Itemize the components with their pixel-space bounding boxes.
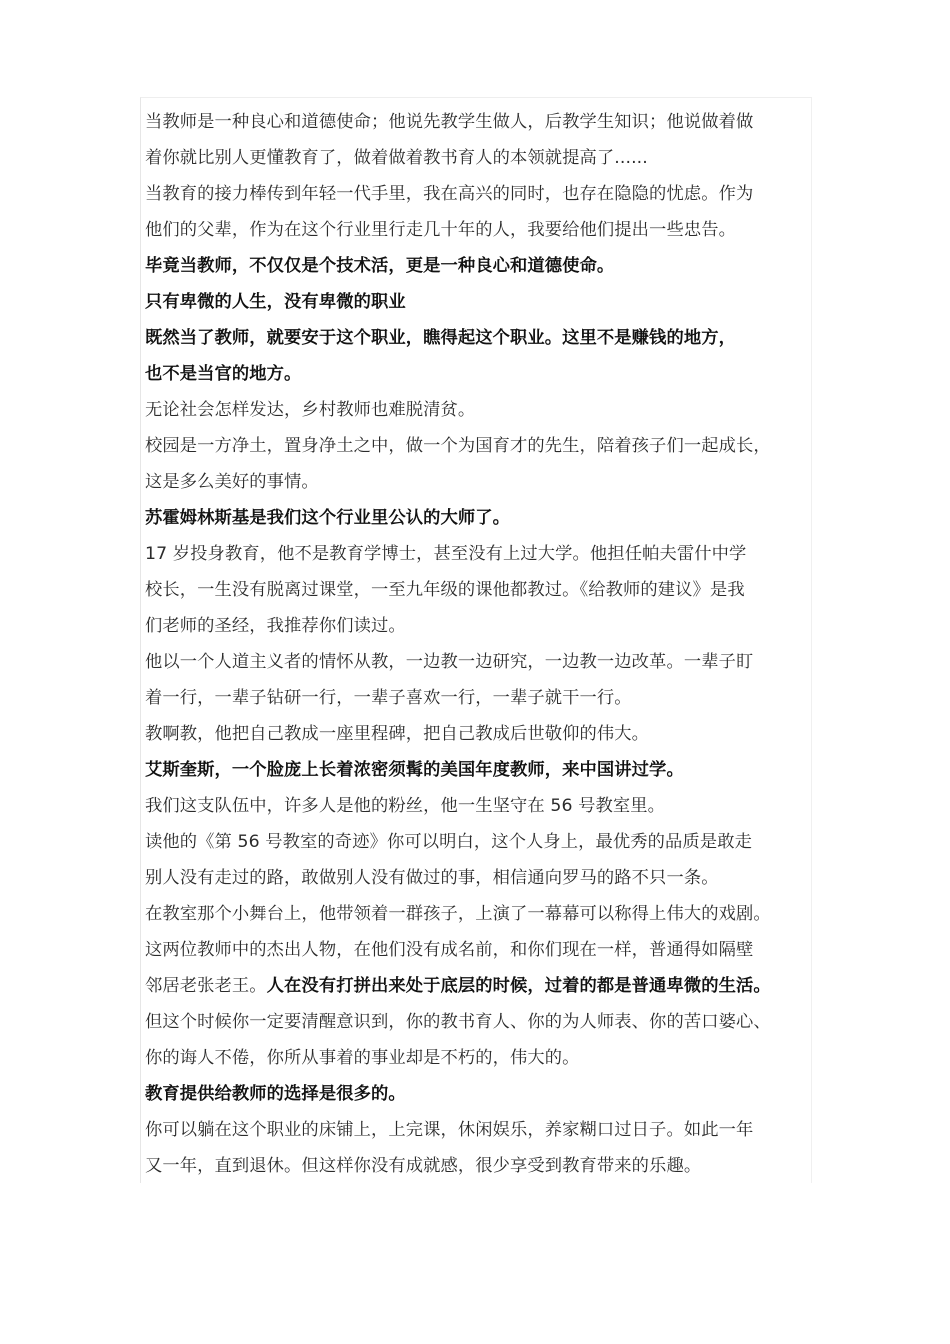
text-line [145,104,817,140]
body-text: 他以一个人道主义者的情怀从教，一边教一边研究，一边教一边改革。一辈子盯 [145,652,754,672]
text-line [145,428,817,464]
text-line [145,140,817,176]
text-line [145,788,817,824]
body-text: 我们这支队伍中，许多人是他的粉丝，他一生坚守在 56 号教室里。 [145,796,666,816]
text-line [145,176,817,212]
bold-text: 也不是当官的地方。 [145,364,302,384]
text-line [145,500,817,536]
body-text: 这两位教师中的杰出人物，在他们没有成名前，和你们现在一样，普通得如隔壁 [145,940,754,960]
text-line [145,1112,817,1148]
body-text: 你可以躺在这个职业的床铺上，上完课，休闲娱乐，养家糊口过日子。如此一年 [145,1120,754,1140]
bold-text: 既然当了教师，就要安于这个职业，瞧得起这个职业。这里不是赚钱的地方， [145,328,736,348]
bold-text: 只有卑微的人生，没有卑微的职业 [145,292,406,312]
bold-text: 苏霍姆林斯基是我们这个行业里公认的大师了。 [145,508,511,528]
text-line [145,860,817,896]
text-line [145,392,817,428]
bold-text: 毕竟当教师，不仅仅是个技术活，更是一种良心和道德使命。 [145,256,615,276]
body-text: 着一行，一辈子钻研一行，一辈子喜欢一行，一辈子就干一行。 [145,688,632,708]
body-text: 别人没有走过的路，敢做别人没有做过的事，相信通向罗马的路不只一条。 [145,868,719,888]
body-text: 教啊教，他把自己教成一座里程碑，把自己教成后世敬仰的伟大。 [145,724,650,744]
body-text: 这是多么美好的事情。 [145,472,319,492]
text-line [145,1148,817,1184]
text-line [145,536,817,572]
body-text: 他们的父辈，作为在这个行业里行走几十年的人，我要给他们提出一些忠告。 [145,220,736,240]
bold-text: 人在没有打拼出来处于底层的时候，过着的都是普通卑微的生活。 [266,976,771,996]
text-line [145,464,817,500]
bold-text: 教育提供给教师的选择是很多的。 [145,1084,406,1104]
text-line [145,1004,817,1040]
body-text: 邻居老张老王。 [145,976,267,996]
text-line [145,932,817,968]
body-text: 校长，一生没有脱离过课堂，一至九年级的课他都教过。《给教师的建议》是我 [145,580,745,600]
body-text: 又一年，直到退休。但这样你没有成就感，很少享受到教育带来的乐趣。 [145,1156,702,1176]
text-line [145,752,817,788]
body-text: 17 岁投身教育，他不是教育学博士，甚至没有上过大学。他担任帕夫雷什中学 [145,544,747,564]
text-line [145,1076,817,1112]
body-text: 当教育的接力棒传到年轻一代手里，我在高兴的同时，也存在隐隐的忧虑。作为 [145,184,754,204]
body-text: 当教师是一种良心和道德使命；他说先教学生做人，后教学生知识；他说做着做 [145,112,754,132]
body-text: 读他的《第 56 号教室的奇迹》你可以明白，这个人身上，最优秀的品质是敢走 [145,832,752,852]
bold-text: 艾斯奎斯，一个脸庞上长着浓密须髯的美国年度教师，来中国讲过学。 [145,760,684,780]
body-text: 校园是一方净土，置身净土之中，做一个为国育才的先生，陪着孩子们一起成长， [145,436,771,456]
text-line [145,608,817,644]
body-text: 你的诲人不倦，你所从事着的事业却是不朽的，伟大的。 [145,1048,580,1068]
body-text: 们老师的圣经，我推荐你们读过。 [145,616,406,636]
text-line [145,356,817,392]
text-line [145,716,817,752]
text-line [145,968,817,1004]
body-text: 但这个时候你一定要清醒意识到，你的教书育人、你的为人师表、你的苦口婆心、 [145,1012,771,1032]
body-text: 着你就比别人更懂教育了，做着做着教书育人的本领就提高了...... [145,148,648,168]
text-line [145,1040,817,1076]
body-text: 无论社会怎样发达，乡村教师也难脱清贫。 [145,400,476,420]
text-line [145,212,817,248]
text-line [145,320,817,356]
text-line [145,284,817,320]
text-line [145,572,817,608]
document-body [145,104,817,1184]
text-line [145,896,817,932]
body-text: 在教室那个小舞台上，他带领着一群孩子，上演了一幕幕可以称得上伟大的戏剧。 [145,904,771,924]
text-line [145,680,817,716]
text-line [145,644,817,680]
text-line [145,824,817,860]
text-line [145,248,817,284]
